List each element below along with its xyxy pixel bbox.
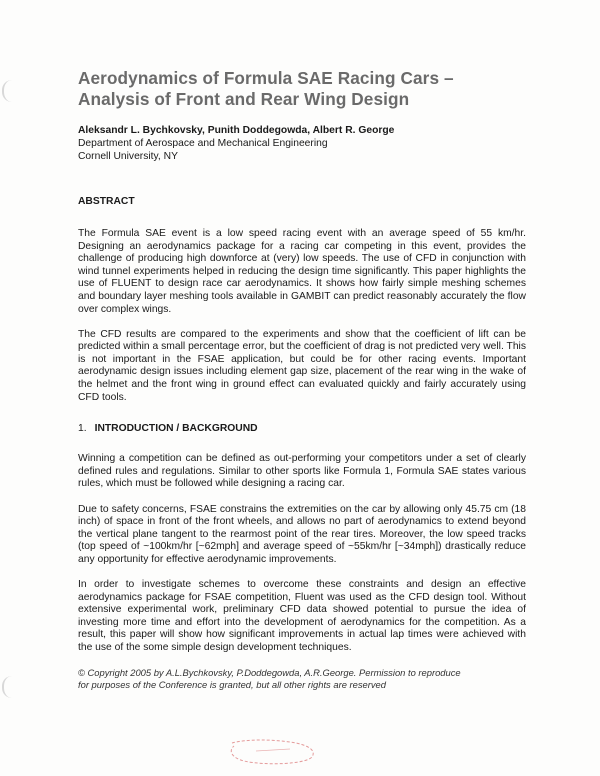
paper-authors: Aleksandr L. Bychkovsky, Punith Doddegowda, Albert R. George: [78, 125, 395, 136]
intro-paragraph: Due to safety concerns, FSAE constrains the extremities on the car by allowing only 45.75 cm (18 inch) of space in front of the front wheels, and allows no part of aerodynamics to extend beyond the vertical plane tangent to the rearmost point of the rear tires. Moreover, the low speed tracks (top speed of ~100km/hr [~62mph] and average speed of ~55km/hr [~34mph]) drastically reduce any opportunity for effective aerodynamic improvements.: [78, 503, 526, 565]
red-stamp-mark: [226, 737, 322, 767]
copyright-line: for purposes of the Conference is granted, but all other rights are reserved: [78, 678, 386, 690]
paper-content: [78, 68, 526, 691]
title-line: Analysis of Front and Rear Wing Design: [78, 89, 410, 109]
section-heading-introduction: [78, 422, 526, 435]
title-line: Aerodynamics of Formula SAE Racing Cars –: [78, 68, 454, 88]
abstract-paragraph: The Formula SAE event is a low speed racing event with an average speed of 55 km/hr. Designing an aerodynamics package for a racing car competing in this event, provides the challenge of producing high downforce at (very) low speeds. The use of CFD in conjunction with wind tunnel experiments helped in reducing the design time significantly. This paper highlights the use of FLUENT to design race car aerodynamics. It shows how fairly simple meshing schemes and boundary layer meshing tools available in GAMBIT can predict reasonably accurately the flow over complex wings.: [78, 228, 526, 315]
abstract-paragraph: The CFD results are compared to the experiments and show that the coefficient of lift can be predicted within a small percentage error, but the coefficient of drag is not predicted very well. This is not important in the FSAE application, but could be for other racing events. Important aerodynamic design issues including element gap size, placement of the rear wing in the wake of the helmet and the front wing in ground effect can evaluated quickly and fairly accurately using CFD tools.: [78, 328, 526, 403]
intro-paragraph: Winning a competition can be defined as out-performing your competitors under a set of clearly defined rules and regulations. Similar to other sports like Formula 1, Formula SAE states various rules, which must be followed while designing a racing car.: [78, 453, 526, 490]
paper-affiliation: [78, 137, 526, 163]
section-number: 1.: [78, 423, 87, 435]
section-title: INTRODUCTION / BACKGROUND: [94, 423, 258, 435]
copyright-line: © Copyright 2005 by A.L.Bychkovsky, P.Doddegowda, A.R.George. Permission to reproduce: [78, 666, 461, 678]
intro-paragraph: In order to investigate schemes to overcome these constraints and design an effective aerodynamics package for FSAE competition, Fluent was used as the CFD design tool. Without extensive experimental work, preliminary CFD data showed potential to pursue the idea of investing more time and effort into the development of aerodynamics for the competition. As a result, this paper will show how significant improvements in actual lap times were achieved with the use of the some simple design development techniques.: [78, 578, 526, 653]
abstract-heading: ABSTRACT: [78, 196, 135, 207]
affiliation-line: Cornell University, NY: [78, 151, 178, 162]
copyright-notice: [78, 667, 526, 691]
affiliation-line: Department of Aerospace and Mechanical Engineering: [78, 138, 328, 149]
scan-artifact: [2, 676, 14, 698]
scan-artifact: [2, 80, 14, 102]
paper-title: [78, 68, 526, 110]
